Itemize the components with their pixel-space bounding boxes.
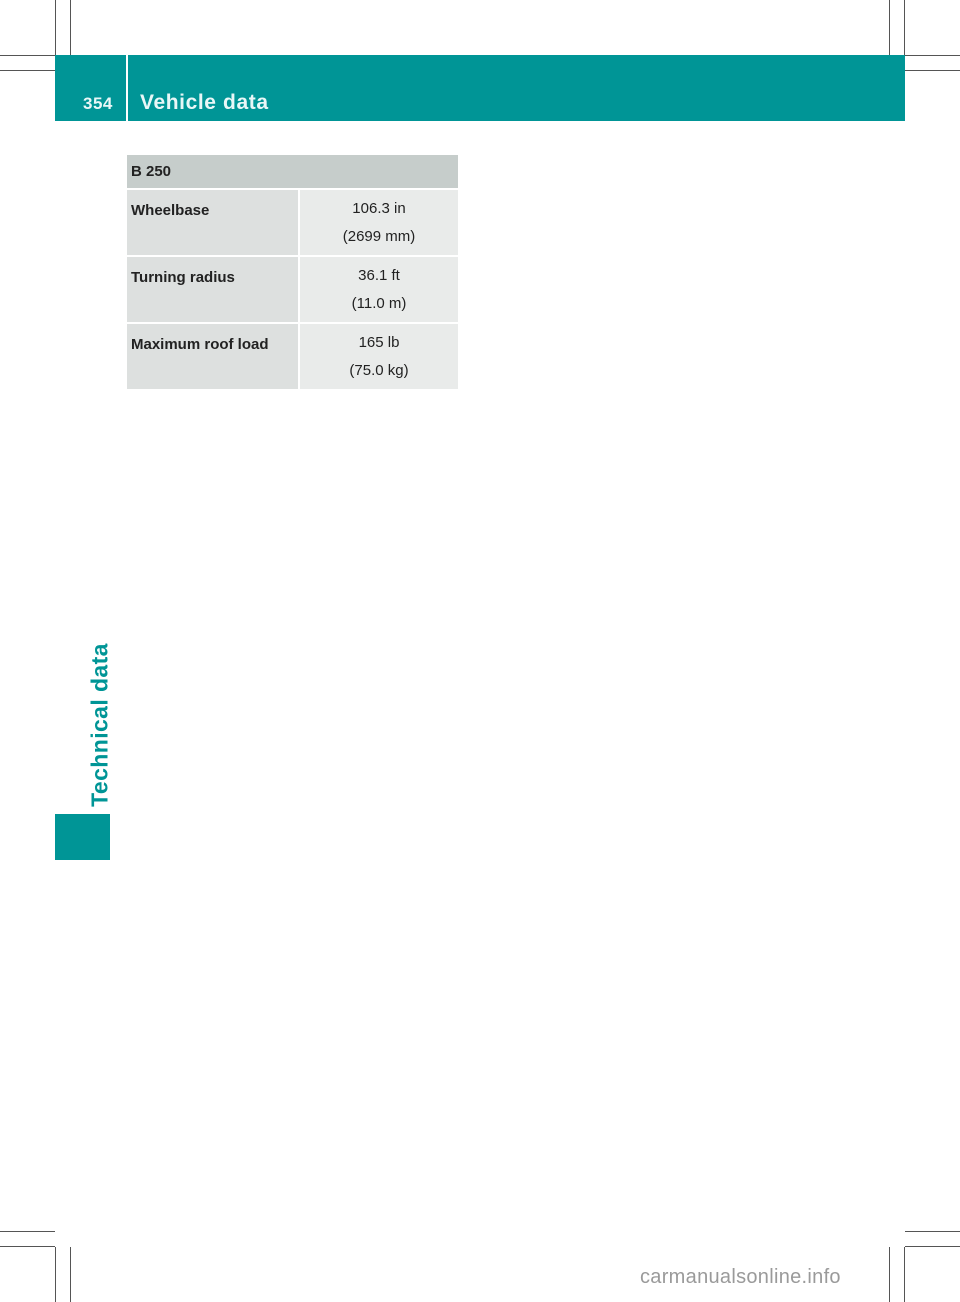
table-row — [127, 323, 458, 390]
table-row — [127, 189, 458, 256]
crop-mark — [0, 1231, 55, 1232]
crop-mark — [905, 1246, 960, 1247]
crop-mark — [70, 1247, 71, 1302]
table-header-model: B 250 — [127, 155, 458, 189]
value-metric: (11.0 m) — [351, 295, 407, 312]
section-side-label: Technical data — [86, 643, 113, 807]
crop-mark — [889, 1247, 890, 1302]
crop-mark — [905, 1231, 960, 1232]
page-number: 354 — [83, 94, 113, 113]
row-value — [299, 323, 458, 390]
row-label: Turning radius — [127, 256, 299, 323]
row-value — [299, 189, 458, 256]
crop-mark — [55, 0, 56, 55]
value-imperial: 165 lb — [358, 334, 400, 351]
crop-mark — [905, 55, 960, 56]
value-metric: (75.0 kg) — [349, 362, 409, 379]
crop-mark — [0, 55, 55, 56]
crop-mark — [55, 1247, 56, 1302]
crop-mark — [0, 1246, 55, 1247]
value-metric: (2699 mm) — [342, 228, 416, 245]
section-side-tab — [55, 814, 110, 860]
row-label: Wheelbase — [127, 189, 299, 256]
header-divider — [126, 55, 128, 121]
table-row — [127, 256, 458, 323]
value-imperial: 106.3 in — [352, 200, 406, 217]
watermark-text: carmanualsonline.info — [640, 1266, 841, 1288]
crop-mark — [889, 0, 890, 55]
crop-mark — [904, 0, 905, 55]
value-imperial: 36.1 ft — [358, 267, 400, 284]
crop-mark — [70, 0, 71, 55]
row-value — [299, 256, 458, 323]
crop-mark — [0, 70, 55, 71]
vehicle-data-table — [127, 155, 458, 391]
row-label: Maximum roof load — [127, 323, 299, 390]
page-title: Vehicle data — [140, 91, 269, 114]
crop-mark — [905, 70, 960, 71]
crop-mark — [904, 1247, 905, 1302]
